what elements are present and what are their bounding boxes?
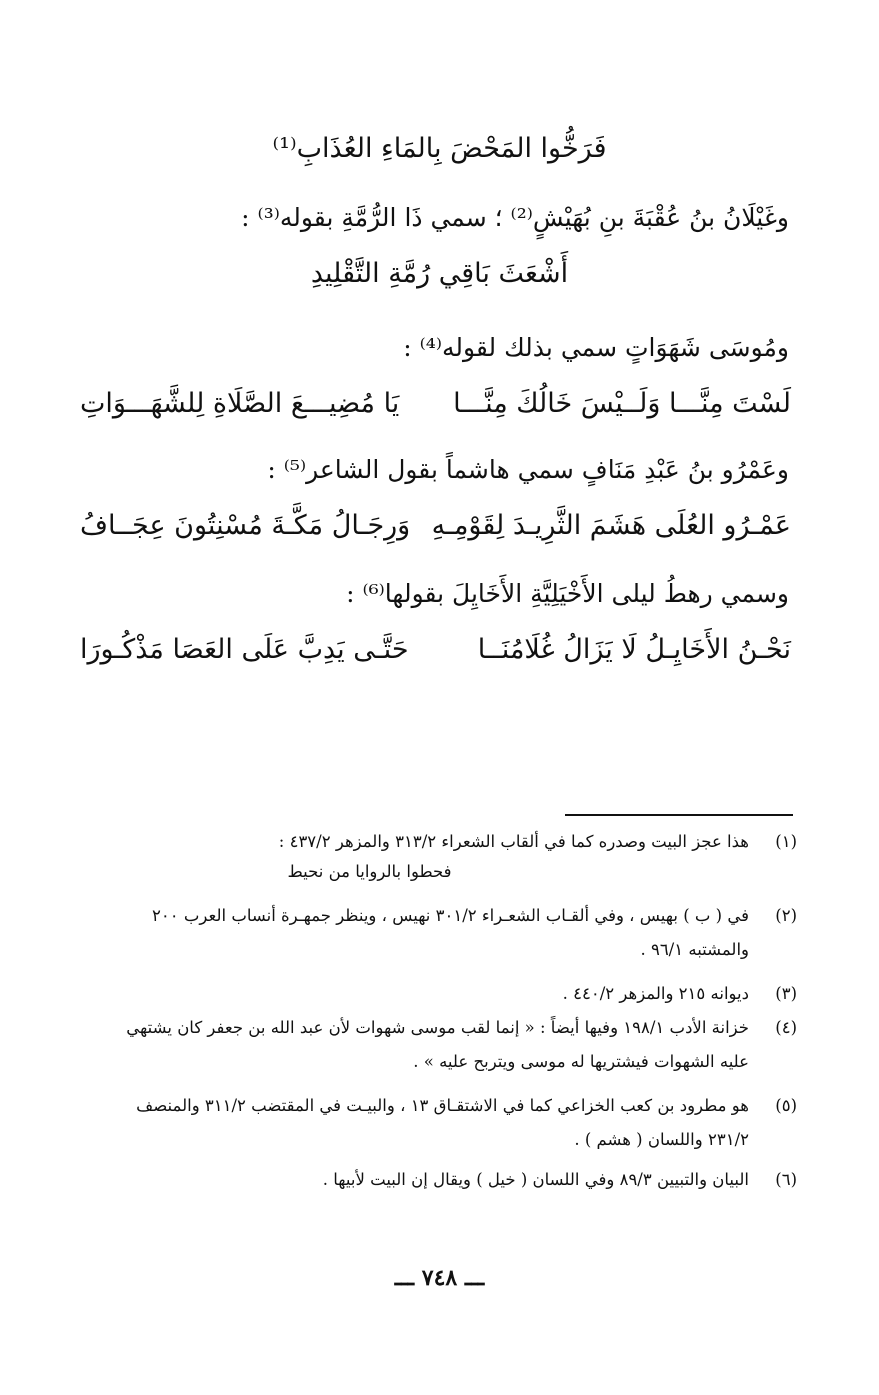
footnote-number: (٦) — [775, 1170, 797, 1189]
prose-line-musa: ومُوسَى شَهَوَاتٍ سمي بذلك لقوله⁽⁴⁾ : — [403, 333, 789, 362]
footnote-number: (٥) — [775, 1096, 797, 1115]
bayt-amr — [80, 510, 791, 541]
footnote-text-line: هو مطرود بن كعب الخزاعي كما في الاشتقـاق ١٣ ، والبيـت في المقتضب ٣١١/٢ والمنصف — [136, 1096, 749, 1115]
bayt-musa-second-hemistich: يَا مُضِيـــعَ الصَّلَاةِ لِلشَّهَـــوَاتِ — [80, 388, 400, 419]
prose-line-ghaylan: وغَيْلَانُ بنُ عُقْبَةَ بنِ بُهَيْشٍ⁽²⁾ ؛ سمي ذَا الرُّمَّةِ بقوله⁽³⁾ : — [241, 203, 789, 232]
verse-line-ashath: أَشْعَثَ بَاقِي رُمَّةِ التَّقْلِيدِ — [310, 258, 569, 289]
bayt-amr-second-hemistich: وَرِجَـالُ مَكَّـةَ مُسْنِتُونَ عِجَــافُ — [80, 510, 411, 541]
page-number: ـــ ٧٤٨ ـــ — [394, 1265, 485, 1291]
footnote-text-line: في ( ب ) بهيس ، وفي ألقـاب الشعـراء ٣٠١/٢ نهيس ، وينظر جمهـرة أنساب العرب ٢٠٠ — [152, 906, 749, 925]
footnote-5 — [50, 1096, 797, 1166]
bayt-layla — [80, 634, 791, 665]
footnote-text-line: هذا عجز البيت وصدره كما في ألقاب الشعراء ٣١٣/٢ والمزهر ٤٣٧/٢ : — [278, 832, 749, 851]
bayt-musa-first-hemistich: لَسْتَ مِنَّـــا وَلَــيْسَ خَالُكَ مِنَّـــا — [453, 388, 791, 419]
footnote-4 — [50, 1018, 797, 1088]
footnote-text-line: البيان والتبيين ٨٩/٣ وفي اللسان ( خيل ) ويقال إن البيت لأبيها . — [322, 1170, 749, 1189]
bayt-layla-second-hemistich: حَتَّـى يَدِبَّ عَلَى العَصَا مَذْكُـورَا — [80, 634, 409, 665]
footnote-number: (٢) — [775, 906, 797, 925]
footnote-text-line: خزانة الأدب ١٩٨/١ وفيها أيضاً : « إنما لقب موسى شهوات لأن عبد الله بن جعفر كان يشتهي — [126, 1018, 749, 1037]
footnote-3 — [50, 984, 797, 1018]
footnote-text-line: ٢٣١/٢ واللسان ( هشم ) . — [574, 1130, 749, 1149]
footnote-1 — [50, 832, 797, 892]
footnote-2 — [50, 906, 797, 976]
prose-line-layla: وسمي رهطُ ليلى الأَخْيَلِيَّةِ الأَخَايِلَ بقولها⁽⁶⁾ : — [346, 579, 789, 608]
bayt-amr-first-hemistich: عَمْـرُو العُلَى هَشَمَ الثَّرِيـدَ لِقَوْمِـهِ — [431, 510, 791, 541]
bayt-layla-first-hemistich: نَحْـنُ الأَخَايِـلُ لَا يَزَالُ غُلَامُنَــا — [477, 634, 791, 665]
footnote-number: (١) — [775, 832, 797, 851]
footnote-number: (٤) — [775, 1018, 797, 1037]
footnote-text-line: ديوانه ٢١٥ والمزهر ٤٤٠/٢ . — [562, 984, 749, 1003]
prose-line-amr: وعَمْرُو بنُ عَبْدِ مَنَافٍ سمي هاشماً بقول الشاعر⁽⁵⁾ : — [267, 455, 789, 484]
footnote-quoted-verse: فحطوا بالروايا من نحيط — [287, 862, 452, 881]
footnote-text-line: والمشتبه ٩٦/١ . — [640, 940, 749, 959]
footnote-6 — [50, 1170, 797, 1204]
bayt-musa — [80, 388, 791, 419]
footnote-text-line: عليه الشهوات فيشتريها له موسى ويتربح عليه » . — [413, 1052, 749, 1071]
verse-line-1: فَرَخُّوا المَحْضَ بِالمَاءِ العُذَابِ⁽¹⁾ — [272, 133, 607, 164]
footnote-divider — [565, 814, 793, 816]
footnote-number: (٣) — [775, 984, 797, 1003]
